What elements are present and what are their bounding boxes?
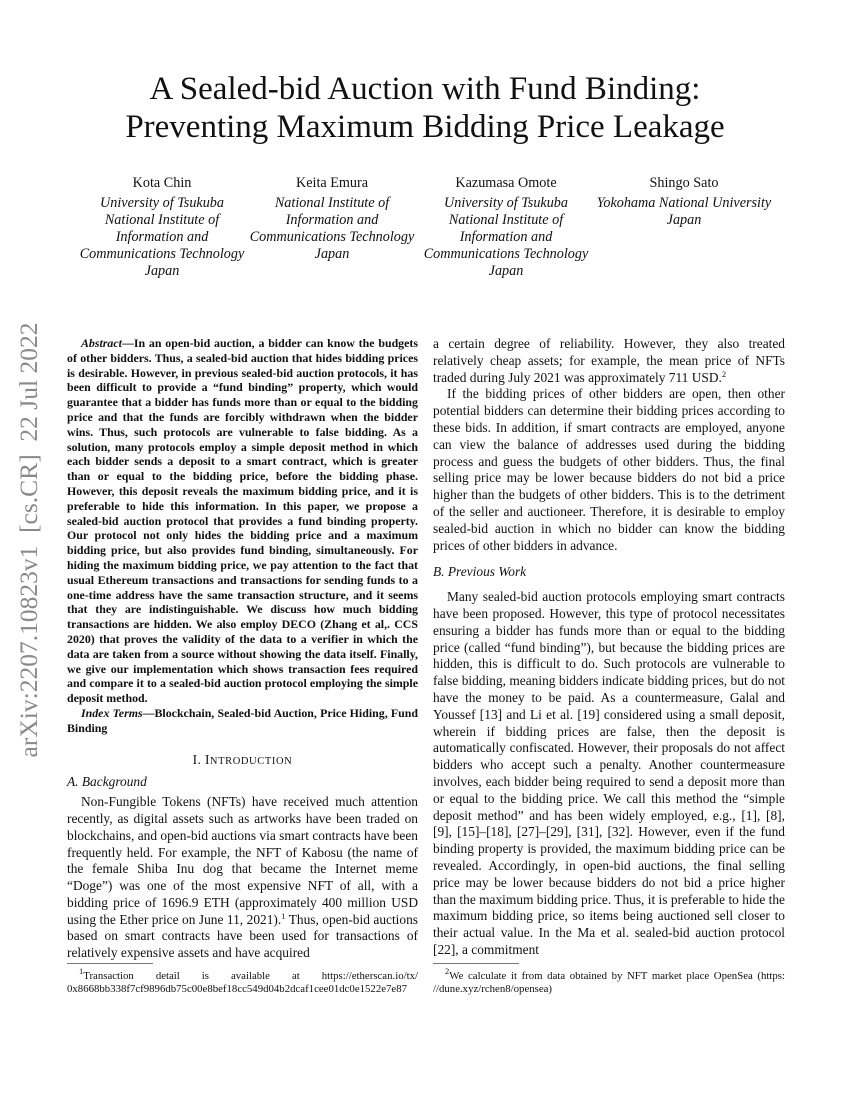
author-affiliation: Yokohama National University bbox=[596, 195, 772, 211]
author-affiliation: Communications Technology bbox=[423, 246, 589, 262]
paragraph-text: a certain degree of reliability. However, they also treated relatively cheap assets; for example, the mean price of NFTs traded during July 2021 was approximately 711 USD. bbox=[433, 336, 785, 385]
abstract bbox=[67, 336, 418, 706]
author-block-2 bbox=[232, 175, 432, 263]
footnote-marker: 2 bbox=[721, 368, 727, 379]
paper-title bbox=[60, 70, 790, 146]
section-heading-introduction bbox=[67, 752, 418, 771]
body-paragraph: If the bidding prices of other bidders are open, then other potential bidders can determine their bidding prices according to these bids. In addition, if smart contracts are employed, anyone can view the balance of addresses used during the bidding process and guess the budgets of other bidders. Thus, the final selling price may be lower because bidders do not bid a price higher than the budgets of other bidders. This is to the detriment of the seller and auctioneer. Therefore, it is desirable to employ sealed-bid auction in which no bidder can know the bidding prices of other bidders in advance. bbox=[433, 386, 785, 553]
right-column bbox=[433, 336, 785, 959]
footnote-mark: 2 bbox=[445, 966, 450, 976]
section-numeral: I. bbox=[192, 751, 202, 767]
author-block-3 bbox=[406, 175, 606, 280]
author-affiliation: Japan bbox=[144, 263, 180, 279]
author-affiliation: Information and bbox=[285, 212, 379, 228]
author-affiliation: Communications Technology bbox=[249, 229, 415, 245]
body-paragraph bbox=[433, 336, 785, 386]
section-initial: I bbox=[205, 751, 210, 767]
footnote-mark: 1 bbox=[79, 966, 84, 976]
footnote-1 bbox=[67, 966, 418, 997]
index-terms-text: —Blockchain, Sealed-bid Auction, Price Hiding, Fund Binding bbox=[67, 705, 419, 735]
footnote-2 bbox=[433, 966, 785, 997]
index-terms bbox=[67, 706, 418, 736]
author-affiliation: Communications Technology bbox=[79, 246, 245, 262]
author-name: Kota Chin bbox=[132, 175, 192, 191]
author-affiliation: Information and bbox=[459, 229, 553, 245]
section-title-rest: NTRODUCTION bbox=[209, 755, 293, 767]
arxiv-identifier bbox=[1, 300, 49, 780]
author-name: Shingo Sato bbox=[649, 175, 719, 191]
author-affiliation: National Institute of bbox=[104, 212, 220, 228]
author-affiliation: University of Tsukuba bbox=[99, 195, 224, 211]
footnote-rule bbox=[433, 963, 519, 964]
author-affiliation: National Institute of bbox=[274, 195, 390, 211]
abstract-label: Abstract bbox=[81, 336, 122, 350]
author-affiliation: Japan bbox=[314, 246, 350, 262]
author-name: Keita Emura bbox=[295, 175, 369, 191]
footnote-rule bbox=[67, 963, 153, 964]
author-affiliation: Japan bbox=[488, 263, 524, 279]
footnote-text: We calculate it from data obtained by NFT market place OpenSea (https: //dune.xyz/rchen8/opensea) bbox=[433, 970, 785, 996]
title-line-1: A Sealed-bid Auction with Fund Binding: bbox=[149, 71, 701, 107]
title-line-2: Preventing Maximum Bidding Price Leakage bbox=[125, 109, 725, 145]
subsection-heading-previous-work: B. Previous Work bbox=[433, 564, 527, 580]
body-paragraph bbox=[67, 794, 418, 962]
author-name: Kazumasa Omote bbox=[455, 175, 557, 191]
body-paragraph: Many sealed-bid auction protocols employing smart contracts have been proposed. However, this type of protocol necessitates ensuring a bidder has funds more than or equal to the bidding price (called “fund binding”), but because the bidding prices are hidden, this is difficult to do. Such protocols are vulnerable to false bidding, meaning bidders indicate bidding prices, but do not have the money to be paid. As a countermeasure, Galal and Youssef [13] and Li et al. [19] considered using a small deposit, wherein if bidding prices are false, then the deposit is automatically confiscated. However, their proposals do not affect bidders who accept such a penalty. Another countermeasure involves, each bidder being required to send a deposit more than or equal to the bidding price. We call this method the “simple deposit method” and has been widely employed, e.g., [1], [8], [9], [15]–[18], [27]–[29], [31], [32]. However, even if the fund binding property is provided, the maximum bidding price can be revealed. Accordingly, in open-bid auctions, the final selling price may be lower because bidders do not bid a price higher than the maximum bidding price. Thus, it is preferable to hide the maximum bidding price, so items being auctioned sell closer to their actual value. In the Ma et al. sealed-bid auction protocol [22], a commitment bbox=[433, 589, 785, 957]
paragraph-text: Non-Fungible Tokens (NFTs) have received much attention recently, as digital assets such as artworks have been traded on blockchains, and open-bid auctions via smart contracts have been frequently held. For example, the NFT of Kabosu (the name of the female Shiba Inu dog that became the Internet meme “Doge”) was one of the most expensive NFT of all, with a bidding price of 1696.9 ETH (approximately 400 million USD using the Ether price on June 11, 2021). bbox=[67, 794, 418, 927]
author-affiliation: National Institute of bbox=[448, 212, 564, 228]
abstract-text: —In an open-bid auction, a bidder can know the budgets of other bidders. Thus, a sealed-bid auction that hides bidding prices is desirable. However, in previous sealed-bid auction protocols, it has been difficult to provide a “fund binding” property, which would guarantee that a bidder has funds more than or equal to the bidding price and that the funds are forcibly withdrawn when the bidder wins. Thus, such protocols are vulnerable to false bidding. As a solution, many protocols employ a simple deposit method in which each bidder sends a deposit to a smart contract, which is greater than or equal to the bidding price, before the bidding phase. However, this deposit reveals the maximum bidding price, and it is preferable to hide this information. In this paper, we propose a sealed-bid auction protocol that provides a fund binding property. Our protocol not only hides the bidding price and a maximum bidding price, but also provides fund binding, simultaneously. For hiding the maximum bidding price, we pay attention to the fact that usual Ethereum transactions and transactions for sending funds to a one-time address have the same transaction structure, and it seems that they are indistinguishable. We discuss how much bidding transactions are hidden. We also employ DECO (Zhang et al,. CCS 2020) that proves the validity of the data to a verifier in which the data are taken from a source without showing the data itself. Finally, we give our implementation which shows transaction fees required and compare it to a sealed-bid auction protocol employing the simple deposit method. bbox=[67, 336, 418, 706]
author-affiliation: Information and bbox=[115, 229, 209, 245]
author-block-4 bbox=[584, 175, 784, 229]
author-affiliation: Japan bbox=[666, 212, 702, 228]
subsection-heading-background: A. Background bbox=[67, 774, 147, 790]
index-terms-label: Index Terms bbox=[81, 705, 143, 720]
left-column bbox=[67, 336, 418, 962]
paragraph-text: Thus, open-bid auctions based on smart contracts have been used for transactions of relatively expensive assets and have acquired bbox=[67, 911, 418, 961]
author-affiliation: University of Tsukuba bbox=[443, 195, 568, 211]
footnote-marker: 1 bbox=[281, 910, 286, 921]
footnote-text: Transaction detail is available at https://etherscan.io/tx/ 0x8668bb338f7cf9896db75c00e8bef18cc549d04b2dcaf1cee01dc0e1522e7e87 bbox=[67, 970, 418, 996]
arxiv-identifier-text: arXiv:2207.10823v1 [cs.CR] 22 Jul 2022 bbox=[14, 322, 43, 758]
